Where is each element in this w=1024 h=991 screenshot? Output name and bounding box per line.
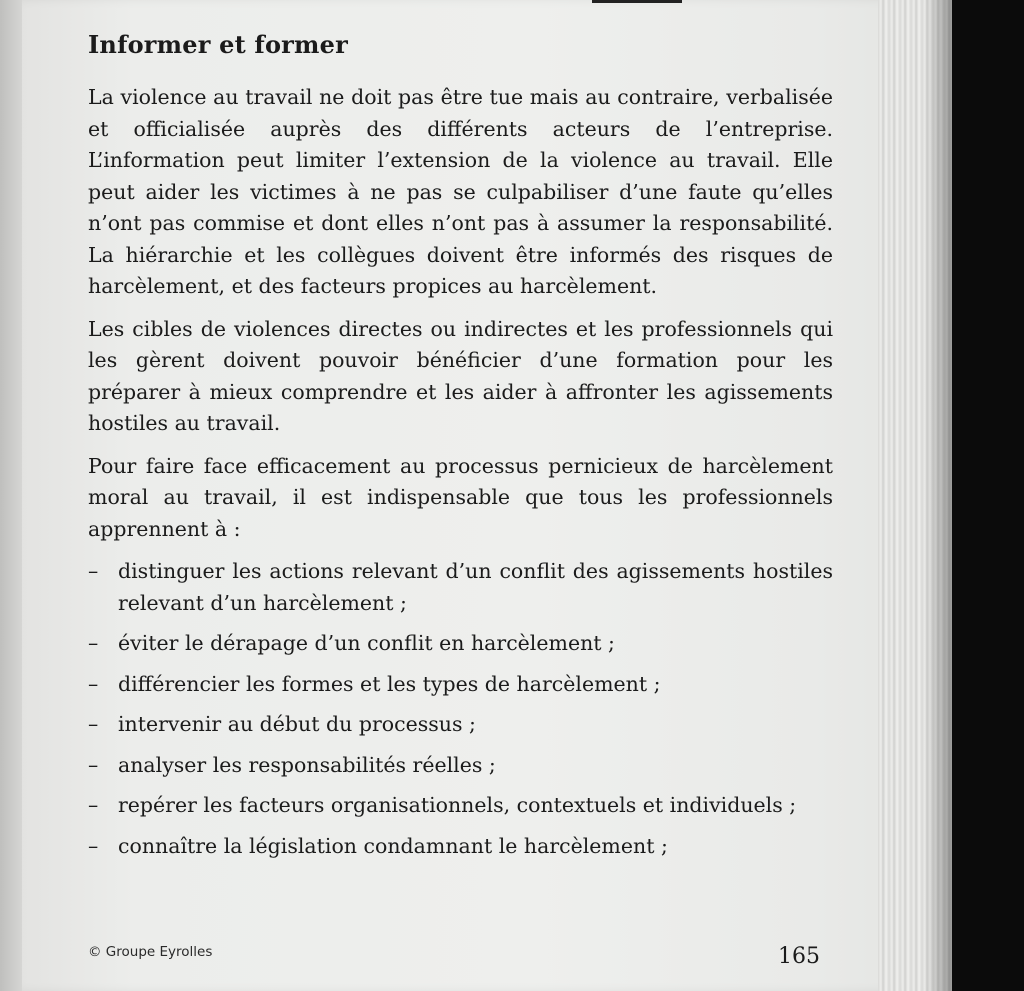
copyright-notice: © Groupe Eyrolles: [88, 944, 213, 960]
dash-bullet: –: [88, 671, 99, 696]
list-item-text: repérer les facteurs organisationnels, contextuels et individuels ;: [118, 793, 797, 817]
dash-bullet: –: [88, 559, 99, 583]
section-heading: Informer et former: [88, 30, 348, 59]
page-content: [88, 30, 833, 871]
list-item: [88, 831, 833, 863]
paragraph-1: La violence au travail ne doit pas être tue mais au contraire, verbalisée et officialisée auprès des différents acteurs de l’entreprise. L’information peut limiter l’extension de la violence au travail. Elle peut aider les victimes à ne pas se culpabiliser d’une faute qu’elles n’ont pas commise et dont elles n’ont pas à assumer la responsabilité. La hiérarchie et les collègues doivent être informés des risques de harcèlement, et des facteurs propices au harcèlement.: [88, 85, 833, 298]
page-stack-edge: [878, 0, 952, 991]
list-item: [88, 709, 833, 741]
list-item-text: différencier les formes et les types de harcèlement ;: [118, 671, 661, 696]
dash-bullet: –: [88, 752, 99, 777]
dash-bullet: –: [88, 712, 99, 736]
list-item-text: éviter le dérapage d’un conflit en harcèlement ;: [118, 631, 615, 655]
skills-list: [88, 556, 833, 862]
paragraph-2: Les cibles de violences directes ou indirectes et les professionnels qui les gèrent doivent pouvoir bénéficier d’une formation pour les préparer à mieux comprendre et les aider à affronter les agissements hostiles au travail.: [88, 316, 833, 435]
list-item-text: connaître la législation condamnant le harcèlement ;: [118, 833, 668, 858]
list-item-text: analyser les responsabilités réelles ;: [118, 752, 496, 777]
list-item: [88, 669, 833, 701]
top-rule: [592, 0, 682, 3]
dash-bullet: –: [88, 833, 99, 858]
list-item-text: intervenir au début du processus ;: [118, 712, 476, 736]
page-number: 165: [778, 944, 820, 969]
list-item: [88, 750, 833, 782]
list-item-text: distinguer les actions relevant d’un conflit des agissements hostiles relevant d’un harcèlement ;: [118, 559, 833, 615]
dash-bullet: –: [88, 631, 99, 655]
list-item: [88, 628, 833, 660]
list-item: [88, 790, 833, 822]
dash-bullet: –: [88, 793, 99, 817]
paragraph-3: Pour faire face efficacement au processus pernicieux de harcèlement moral au travail, il est indispensable que tous les professionnels apprennent à :: [88, 453, 833, 541]
list-item: [88, 556, 833, 619]
